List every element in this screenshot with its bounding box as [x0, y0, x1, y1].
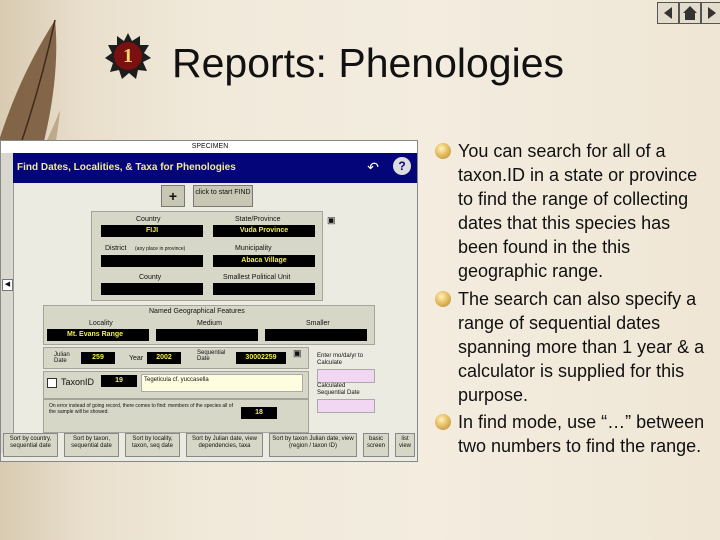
count-field: 18 [241, 407, 277, 419]
year-label: Year [129, 355, 144, 362]
smallest-unit-field[interactable] [213, 283, 315, 295]
layout-title: Find Dates, Localities, & Taxa for Phenologies [17, 162, 236, 173]
bullet-icon [435, 143, 451, 159]
slide-number: 1 [123, 45, 133, 67]
list-view-button[interactable]: list view [395, 433, 415, 457]
forward-icon [702, 3, 720, 23]
locality-field[interactable]: Mt. Evans Range [47, 329, 149, 341]
start-find-button[interactable]: click to start FIND [193, 185, 253, 207]
municipality-label: Municipality [235, 245, 272, 252]
taxon-id-field[interactable]: 19 [101, 375, 137, 387]
bullet-text-3: In find mode, use “…” between two numbers to find the range. [458, 412, 705, 456]
back-nav-button[interactable] [657, 2, 679, 24]
smaller-field[interactable] [265, 329, 367, 341]
bullet-text-1: You can search for all of a taxon.ID in a state or province to find the range of collecting dates that this species has been found in the this geographic range. [458, 141, 698, 281]
add-record-button[interactable]: + [161, 185, 185, 207]
state-field[interactable]: Vuda Province [213, 225, 315, 237]
country-label: Country [136, 216, 161, 223]
county-field[interactable] [101, 283, 203, 295]
undo-icon[interactable]: ↶ [367, 159, 379, 175]
sort-taxon-julian-button[interactable]: Sort by taxon Julian date, view (region / taxon ID) [269, 433, 357, 457]
taxon-checkbox[interactable] [47, 378, 57, 388]
sort-country-button[interactable]: Sort by country, sequential date [3, 433, 58, 457]
sequential-field[interactable]: 30002259 [236, 352, 286, 364]
status-sidebar [1, 153, 14, 453]
slide-title: Reports: Phenologies [172, 40, 565, 86]
window-title: SPECIMEN [1, 141, 418, 153]
sort-locality-button[interactable]: Sort by locality, taxon, seq date [125, 433, 180, 457]
medium-field[interactable] [156, 329, 258, 341]
enter-date-label: Enter mo/da/yr to Calculate [317, 353, 364, 366]
sequential-label: Sequential Date [197, 350, 226, 362]
scroll-left-icon[interactable]: ◀ [2, 279, 13, 291]
sort-taxon-button[interactable]: Sort by taxon, sequential date [64, 433, 119, 457]
slide-number-badge [104, 32, 152, 80]
julian-label: Julian Date [54, 352, 70, 364]
calculated-field [317, 399, 375, 413]
specimen-screenshot [0, 140, 418, 462]
district-field[interactable] [101, 255, 203, 267]
home-nav-button[interactable] [679, 2, 701, 24]
municipality-field[interactable]: Abaca Village [213, 255, 315, 267]
county-label: County [139, 274, 162, 281]
back-icon [658, 3, 678, 23]
lock-icon: ▣ [327, 215, 336, 225]
medium-col-label: Medium [197, 320, 222, 327]
sort-julian-button[interactable]: Sort by Julian date, view dependencies, taxa [186, 433, 263, 457]
named-features-label: Named Geographical Features [149, 308, 245, 315]
bullet-icon [435, 291, 451, 307]
header-bar [13, 153, 418, 183]
calculator-input[interactable] [317, 369, 375, 383]
calculated-label: Calculated Sequential Date [317, 383, 360, 396]
state-label: State/Province [235, 216, 281, 223]
year-field[interactable]: 2002 [147, 352, 181, 364]
locality-col-label: Locality [89, 320, 113, 327]
taxon-label: TaxonID [61, 377, 95, 387]
help-icon[interactable]: ? [393, 157, 411, 175]
district-label: District [105, 245, 127, 252]
forward-nav-button[interactable] [701, 2, 720, 24]
julian-field[interactable]: 259 [81, 352, 115, 364]
smallest-unit-label: Smallest Political Unit [223, 274, 291, 281]
basic-screen-button[interactable]: basic screen [363, 433, 389, 457]
smaller-col-label: Smaller [306, 320, 330, 327]
district-hint: (any place in province) [135, 246, 186, 252]
bullet-text-2: The search can also specify a range of sequential dates spanning more than 1 year & a calculator is supplied for this purpose. [458, 289, 705, 405]
note-text: On error instead of going record, there comes to find: members of the species all of the sample will be showed. [49, 403, 233, 415]
home-icon [680, 3, 700, 23]
country-field[interactable]: FIJI [101, 225, 203, 237]
bullet-icon [435, 414, 451, 430]
lock-icon: ▣ [293, 348, 302, 358]
taxon-name-field[interactable]: Tegeticula cf. yuccasella [141, 374, 303, 392]
